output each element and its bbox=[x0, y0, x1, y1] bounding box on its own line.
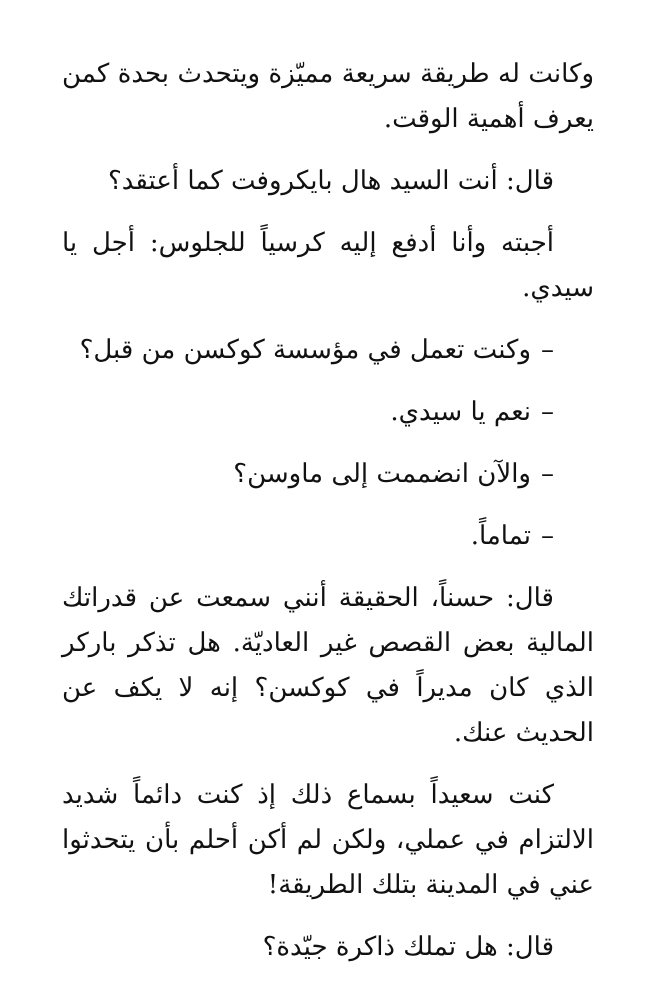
dash-mark: – bbox=[541, 335, 554, 365]
dialogue-line-yes-sir bbox=[62, 390, 594, 435]
dialogue-text: وكنت تعمل في مؤسسة كوكسن من قبل؟ bbox=[79, 335, 531, 365]
dash-mark: – bbox=[541, 521, 554, 551]
paragraph-intro: وكانت له طريقة سريعة مميّزة ويتحدث بحدة كمن يعرف أهمية الوقت. bbox=[62, 59, 594, 134]
paragraph-happy: كنت سعيداً بسماع ذلك إذ كنت دائماً شديد الالتزام في عملي، ولكن لم أكن أحلم بأن يتحدثوا عني في المدينة بتلك الطريقة! bbox=[62, 780, 594, 900]
paragraph-answer-yes: أجبته وأنا أدفع إليه كرسياً للجلوس: أجل يا سيدي. bbox=[62, 228, 594, 303]
dash-mark: – bbox=[541, 397, 554, 427]
dash-mark: – bbox=[541, 459, 554, 489]
dialogue-line-mawson bbox=[62, 452, 594, 497]
dialogue-text: نعم يا سيدي. bbox=[390, 397, 531, 427]
paragraph-question-name: قال: أنت السيد هال بايكروفت كما أعتقد؟ bbox=[107, 166, 554, 196]
paragraph-memory-question: قال: هل تملك ذاكرة جيّدة؟ bbox=[262, 932, 554, 962]
dialogue-line-exactly bbox=[62, 514, 594, 559]
dialogue-line-coxson bbox=[62, 328, 594, 373]
dialogue-text: والآن انضممت إلى ماوسن؟ bbox=[233, 459, 531, 489]
paragraph-financial-abilities: قال: حسناً، الحقيقة أنني سمعت عن قدراتك المالية بعض القصص غير العاديّة. هل تذكر باركر الذي كان مديراً في كوكسن؟ إنه لا يكف عن الحديث عنك. bbox=[62, 583, 594, 748]
dialogue-text: تماماً. bbox=[470, 521, 531, 551]
